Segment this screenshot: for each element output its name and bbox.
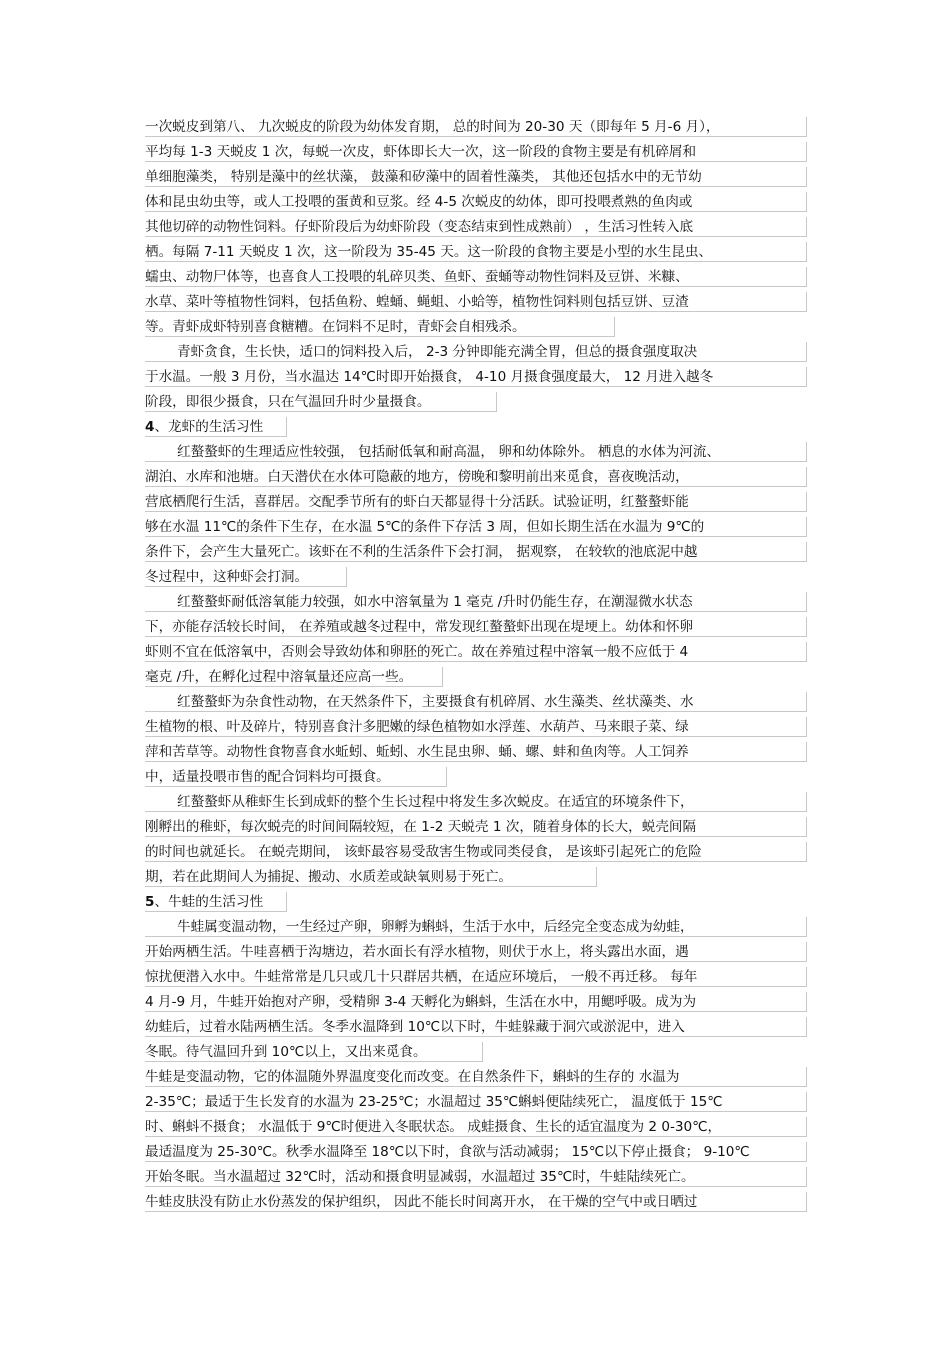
text-line: 2-35℃；最适于生长发育的水温为 23-25℃；水温超过 35℃蝌蚪便陆续死亡， 温度低于 15℃ (145, 1092, 807, 1112)
heading-title: 、龙虾的生活习性 (154, 419, 264, 435)
text-line: 毫克 /升，在孵化过程中溶氧量还应高一些。 (145, 667, 443, 687)
text-line: 等。青虾成虾特别喜食糖糟。在饲料不足时，青虾会自相残杀。 (145, 317, 615, 337)
heading-number: 4 (145, 419, 155, 435)
section-heading (145, 892, 287, 912)
text-line: 够在水温 11℃的条件下生存，在水温 5℃的条件下存活 3 周，但如长期生活在水温为 9℃的 (145, 517, 807, 537)
text-line: 于水温。一般 3 月份，当水温达 14℃时即开始摄食， 4-10 月摄食强度最大， 12 月进入越冬 (145, 367, 807, 387)
text-line: 青虾贪食，生长快，适口的饲料投入后， 2-3 分钟即能充满全胃，但总的摄食强度取决 (145, 342, 807, 362)
section-heading (145, 417, 287, 437)
text-line: 虾则不宜在低溶氧中，否则会导致幼体和卵胚的死亡。故在养殖过程中溶氧一般不应低于 4 (145, 642, 807, 662)
text-line: 水草、菜叶等植物性饲料，包括鱼粉、蝗蛹、蝇蛆、小蛤等，植物性饲料则包括豆饼、豆渣 (145, 292, 807, 312)
text-line: 红螯螯虾的生理适应性较强， 包括耐低氧和耐高温， 卵和幼体除外。 栖息的水体为河流、 (145, 442, 807, 462)
text-line: 营底栖爬行生活，喜群居。交配季节所有的虾白天都显得十分活跃。试验证明，红螯螯虾能 (145, 492, 807, 512)
text-line: 中，适量投喂市售的配合饲料均可摄食。 (145, 767, 447, 787)
text-line: 条件下，会产生大量死亡。该虾在不利的生活条件下会打洞， 据观察， 在较软的池底泥中越 (145, 542, 807, 562)
text-line: 冬过程中，这种虾会打洞。 (145, 567, 347, 587)
text-line: 开始冬眠。当水温超过 32℃时，活动和摄食明显减弱，水温超过 35℃时，牛蛙陆续死亡。 (145, 1167, 807, 1187)
text-line: 牛蛙属变温动物，一生经过产卵，卵孵为蝌蚪，生活于水中，后经完全变态成为幼蛙， (145, 917, 807, 937)
text-line: 时、蝌蚪不摄食； 水温低于 9℃时便进入冬眠状态。 成蛙摄食、生长的适宜温度为 2 0-30℃， (145, 1117, 807, 1137)
text-line: 惊扰便潜入水中。牛蛙常常是几只或几十只群居共栖，在适应环境后， 一般不再迁移。 每年 (145, 967, 807, 987)
text-line: 栖。每隔 7-11 天蜕皮 1 次，这一阶段为 35-45 天。这一阶段的食物主要是小型的水生昆虫、 (145, 242, 807, 262)
text-line: 4 月-9 月，牛蛙开始抱对产卵，受精卵 3-4 天孵化为蝌蚪，生活在水中，用鳃呼吸。成为为 (145, 992, 807, 1012)
text-line: 生植物的根、叶及碎片，特别喜食汁多肥嫩的绿色植物如水浮莲、水葫芦、马来眼子菜、绿 (145, 717, 807, 737)
text-line: 单细胞藻类， 特别是藻中的丝状藻， 鼓藻和矽藻中的固着性藻类， 其他还包括水中的无节幼 (145, 167, 807, 187)
text-line: 体和昆虫幼虫等，或人工投喂的蛋黄和豆浆。经 4-5 次蜕皮的幼体，即可投喂煮熟的鱼肉或 (145, 192, 807, 212)
text-line: 红螯螯虾耐低溶氧能力较强，如水中溶氧量为 1 毫克 /升时仍能生存，在潮湿微水状态 (145, 592, 807, 612)
text-line: 平均每 1-3 天蜕皮 1 次，每蜕一次皮，虾体即长大一次，这一阶段的食物主要是有机碎屑和 (145, 142, 807, 162)
text-line: 红螯螯虾为杂食性动物，在天然条件下，主要摄食有机碎屑、水生藻类、丝状藻类、水 (145, 692, 807, 712)
text-line: 牛蛙是变温动物，它的体温随外界温度变化而改变。在自然条件下，蝌蚪的生存的 水温为 (145, 1067, 807, 1087)
text-line: 的时间也就延长。 在蜕壳期间， 该虾最容易受敌害生物或同类侵食， 是该虾引起死亡的危险 (145, 842, 807, 862)
text-line: 阶段，即很少摄食，只在气温回升时少量摄食。 (145, 392, 497, 412)
text-line: 其他切碎的动物性饲料。仔虾阶段后为幼虾阶段（变态结束到性成熟前） ，生活习性转入底 (145, 217, 807, 237)
text-line: 最适温度为 25-30℃。秋季水温降至 18℃以下时，食欲与活动减弱； 15℃以下停止摄食； 9-10℃ (145, 1142, 807, 1162)
text-line: 冬眠。待气温回升到 10℃以上，又出来觅食。 (145, 1042, 483, 1062)
text-line: 牛蛙皮肤没有防止水份蒸发的保护组织， 因此不能长时间离开水， 在干燥的空气中或日晒过 (145, 1192, 807, 1212)
text-line: 开始两栖生活。牛哇喜栖于沟塘边，若水面长有浮水植物，则伏于水上，将头露出水面，遇 (145, 942, 807, 962)
text-line: 幼蛙后，过着水陆两栖生活。冬季水温降到 10℃以下时，牛蛙躲藏于洞穴或淤泥中，进入 (145, 1017, 807, 1037)
text-line: 期，若在此期间人为捕捉、搬动、水质差或缺氧则易于死亡。 (145, 867, 597, 887)
text-line: 湖泊、水库和池塘。白天潜伏在水体可隐蔽的地方，傍晚和黎明前出来觅食，喜夜晚活动， (145, 467, 807, 487)
text-line: 萍和苦草等。动物性食物喜食水蚯蚓、蚯蚓、水生昆虫卵、蛹、螺、蚌和鱼肉等。人工饲养 (145, 742, 807, 762)
document-body (145, 117, 807, 1217)
text-line: 刚孵出的稚虾，每次蜕壳的时间间隔较短，在 1-2 天蜕壳 1 次，随着身体的长大，蜕壳间隔 (145, 817, 807, 837)
heading-title: 、牛蛙的生活习性 (154, 894, 264, 910)
text-line: 下，亦能存活较长时间， 在养殖或越冬过程中，常发现红螯螯虾出现在堤埂上。幼体和怀卵 (145, 617, 807, 637)
text-line: 红螯螯虾从稚虾生长到成虾的整个生长过程中将发生多次蜕皮。在适宜的环境条件下， (145, 792, 807, 812)
text-line: 蠕虫、动物尸体等，也喜食人工投喂的轧碎贝类、鱼虾、蚕蛹等动物性饲料及豆饼、米糠、 (145, 267, 807, 287)
text-line: 一次蜕皮到第八、 九次蜕皮的阶段为幼体发育期， 总的时间为 20-30 天（即每年 5 月-6 月）， (145, 117, 807, 137)
heading-number: 5 (145, 894, 155, 910)
